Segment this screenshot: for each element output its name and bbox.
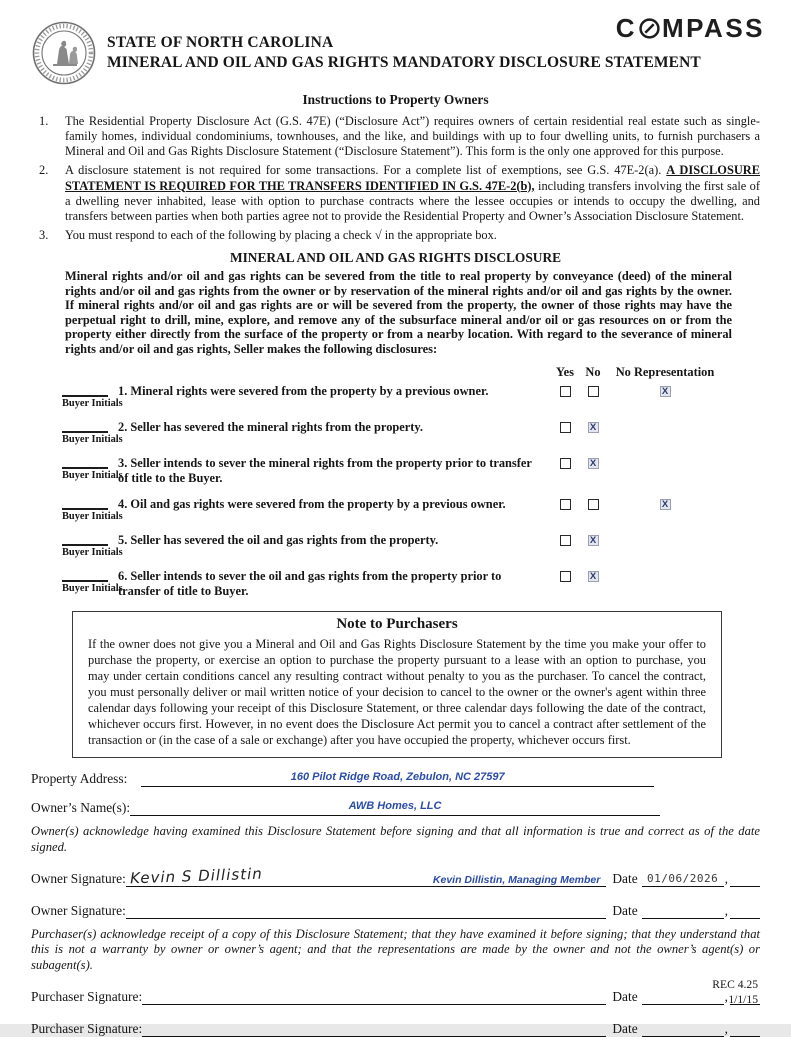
disclosure-intro: Mineral rights and/or oil and gas rights can be severed from the title to real property by conveyance (deed) of the mineral rights and/or oil and gas rights from the owner or by reservation of the mineral rights and/or oil and gas rights by the owner. If mineral rights and/or oil and gas rights are or will be severed from the property, the owner of those rights may have the perpetual right to drill, mine, explore, and remove any of the subsurface mineral and/or oil or gas resources on or from the property either directly from the surface of the property or from a nearby location. With regard to the severance of mineral rights and/or oil and gas rights, Seller makes the following disclosures: — [65, 269, 732, 356]
item1-yes-checkbox[interactable] — [560, 386, 571, 397]
nc-real-estate-commission-seal-icon — [31, 20, 97, 86]
instruction-text: The Residential Property Disclosure Act (G.S. 47E) (“Disclosure Act”) requires owners of certain residential real estate such as single-family homes, individual condominiums, townhouses, and the like, and buildings with up to four dwelling units, to furnish purchasers a Mineral and Oil and Gas Rights Disclosure Statement (“Disclosure Statement”). This form is the only one approved for this purpose. — [65, 114, 760, 159]
compass-logo-suffix: MPASS — [661, 13, 765, 43]
disclosure-row-5 — [62, 533, 760, 558]
instructions-heading: Instructions to Property Owners — [302, 92, 489, 107]
owner-signature-typed-name: Kevin Dillistin, Managing Member — [432, 874, 601, 887]
owners-name-label: Owner’s Name(s): — [31, 800, 131, 816]
instruction-text-emphasis: A DISCLOSURE STATEMENT IS REQUIRED FOR THE TRANSFERS IDENTIFIED IN G.S. 47E-2(b), — [65, 163, 760, 193]
purchaser-acknowledgment: Purchaser(s) acknowledge receipt of a copy of this Disclosure Statement; that they have examined it before signing; that they understand that this is not a warranty by owner or owner’s agent; and that the representations are made by the owner and not the owner’s agent(s) or subagent(s). — [31, 927, 760, 972]
buyer-initials-label: Buyer Initials — [62, 583, 123, 595]
instruction-item-3 — [31, 228, 760, 243]
owners-name-field[interactable]: AWB Homes, LLC — [130, 800, 660, 816]
form-revision-date: 1/1/15 — [728, 993, 758, 1007]
property-address-label: Property Address: — [31, 771, 128, 787]
instruction-number: 3. — [39, 227, 49, 242]
purchaser-signature-field[interactable] — [142, 987, 606, 1005]
owner-signature-label: Owner Signature: — [31, 871, 126, 887]
instruction-number: 1. — [39, 114, 49, 128]
buyer-initials-field[interactable] — [62, 395, 123, 409]
disclosure-heading: MINERAL AND OIL AND GAS RIGHTS DISCLOSURE — [229, 250, 562, 265]
disclosure-item-text: 4. Oil and gas rights were severed from the property by a previous owner. — [118, 497, 506, 512]
instruction-text — [65, 163, 760, 224]
instruction-text: You must respond to each of the following by placing a check √ in the appropriate box. — [65, 227, 497, 242]
date-comma: , — [724, 1021, 728, 1037]
owner-signature-handwritten: Kevin S Dillistin — [129, 864, 263, 888]
owner-signature-row-1 — [31, 864, 760, 888]
disclosure-row-4 — [62, 497, 760, 522]
item6-yes-checkbox[interactable] — [560, 571, 571, 582]
disclosure-row-2 — [62, 420, 760, 445]
buyer-initials-field[interactable] — [62, 544, 123, 559]
date-year-blank[interactable] — [730, 873, 760, 887]
owner-acknowledgment: Owner(s) acknowledge having examined this Disclosure Statement before signing and that all information is true and correct as of the date signed. — [31, 824, 760, 854]
date-label: Date — [612, 903, 638, 919]
note-to-purchasers-box — [72, 611, 722, 759]
item4-yes-checkbox[interactable] — [560, 499, 571, 510]
disclosure-column-headers — [62, 365, 760, 380]
instructions-list — [31, 114, 760, 243]
purchaser-signature-row-2 — [31, 1019, 760, 1037]
disclosure-item-text: 6. Seller intends to sever the oil and gas rights from the property prior to transfer of title to Buyer. — [118, 569, 502, 599]
form-title: MINERAL AND OIL AND GAS RIGHTS MANDATORY DISCLOSURE STATEMENT — [107, 54, 701, 71]
owner-signature-field[interactable] — [126, 864, 607, 888]
owner-signature-row-2 — [31, 901, 760, 919]
buyer-initials-label: Buyer Initials — [62, 398, 123, 409]
disclosure-item-text: 5. Seller has severed the oil and gas rights from the property. — [118, 533, 439, 548]
date-label: Date — [612, 1021, 638, 1037]
compass-o-icon — [638, 17, 661, 40]
item3-no-checkbox[interactable]: X — [588, 458, 599, 469]
buyer-initials-field[interactable] — [62, 431, 123, 445]
owner-signature-label: Owner Signature: — [31, 903, 126, 919]
column-header-yes: Yes — [556, 365, 574, 379]
disclosure-item-text: 3. Seller intends to sever the mineral rights from the property prior to transfer of title to the Buyer. — [118, 456, 532, 486]
date-comma: , — [724, 989, 728, 1005]
item4-no-checkbox[interactable] — [588, 499, 599, 510]
buyer-initials-label: Buyer Initials — [62, 511, 123, 523]
disclosure-row-6 — [62, 569, 760, 599]
purchaser-signature-label: Purchaser Signature: — [31, 989, 143, 1005]
buyer-initials-label: Buyer Initials — [62, 470, 123, 481]
form-footer — [712, 977, 758, 1008]
date-comma: , — [724, 871, 728, 887]
buyer-initials-field[interactable] — [62, 580, 123, 595]
item3-yes-checkbox[interactable] — [560, 458, 571, 469]
item1-no-representation-checkbox[interactable]: X — [660, 386, 671, 397]
item5-yes-checkbox[interactable] — [560, 535, 571, 546]
purchaser-date-field-2[interactable] — [642, 1022, 724, 1037]
property-address-row — [31, 771, 760, 787]
note-body: If the owner does not give you a Mineral and Oil and Gas Rights Disclosure Statement by the time you make your offer to purchase the property, or exercise an option to purchase the property pursuant to a lease with an option to purchase, you may under certain conditions cancel any resulting contract without penalty to you as the purchaser. To cancel the contract, you must personally deliver or mail written notice of your decision to cancel to the owner or the owner's agent within three calendar days following your receipt of this Disclosure Statement, or three calendar days following the date of the contract, whichever occurs first. However, in no event does the Disclosure Act permit you to cancel a contract after settlement of the transaction or (in the case of a sale or exchange) after you have occupied the property, whichever occurs first. — [88, 636, 706, 748]
buyer-initials-label: Buyer Initials — [62, 434, 123, 445]
item1-no-checkbox[interactable] — [588, 386, 599, 397]
purchaser-signature-field-2[interactable] — [142, 1019, 606, 1037]
owner-date-field-2[interactable] — [642, 904, 724, 919]
disclosure-row-3 — [62, 456, 760, 486]
disclosure-item-text: 1. Mineral rights were severed from the property by a previous owner. — [118, 384, 489, 398]
item2-yes-checkbox[interactable] — [560, 422, 571, 433]
note-title: Note to Purchasers — [336, 615, 458, 632]
purchaser-signature-label: Purchaser Signature: — [31, 1021, 143, 1037]
buyer-initials-field[interactable] — [62, 508, 123, 523]
item6-no-checkbox[interactable]: X — [588, 571, 599, 582]
date-label: Date — [612, 871, 638, 887]
purchaser-signature-row-1 — [31, 987, 760, 1005]
column-header-no: No — [585, 365, 601, 379]
buyer-initials-field[interactable] — [62, 467, 123, 481]
date-year-blank[interactable] — [730, 1023, 760, 1037]
state-title: STATE OF NORTH CAROLINA — [107, 34, 334, 51]
instruction-number: 2. — [39, 163, 49, 178]
instruction-item-1 — [31, 114, 760, 159]
property-address-field[interactable]: 160 Pilot Ridge Road, Zebulon, NC 27597 — [141, 771, 654, 787]
buyer-initials-label: Buyer Initials — [62, 547, 123, 559]
disclosure-row-1 — [62, 384, 760, 409]
instruction-text-post: including transfers involving the first sale of a dwelling never inhabited, lease with option to purchase contracts where the lessee occupies or intends to occupy the dwelling, and transfers between parties when both parties agree not to provide the Residential Property and Owner’s Association Disclosure Statement. — [65, 178, 761, 223]
owner-date-field[interactable]: 01/06/2026 — [642, 872, 724, 887]
owner-signature-field-2[interactable] — [126, 901, 607, 919]
instruction-item-2 — [31, 163, 760, 224]
disclosure-item-text: 2. Seller has severed the mineral rights from the property. — [118, 420, 424, 434]
instruction-text-pre: A disclosure statement is not required for some transactions. For a complete list of exemptions, see G.S. 47E-2(a). — [65, 163, 667, 178]
compass-logo — [616, 13, 765, 44]
compass-logo-prefix: C — [615, 13, 637, 43]
date-label: Date — [612, 989, 638, 1005]
column-header-no-representation: No Representation — [615, 365, 715, 379]
form-number: REC 4.25 — [712, 977, 758, 991]
owners-name-row — [31, 800, 760, 816]
form-titles — [107, 34, 701, 72]
item2-no-checkbox[interactable]: X — [588, 422, 599, 433]
item5-no-checkbox[interactable]: X — [588, 535, 599, 546]
date-comma: , — [724, 903, 728, 919]
date-year-blank[interactable] — [730, 905, 760, 919]
item4-no-representation-checkbox[interactable]: X — [660, 499, 671, 510]
